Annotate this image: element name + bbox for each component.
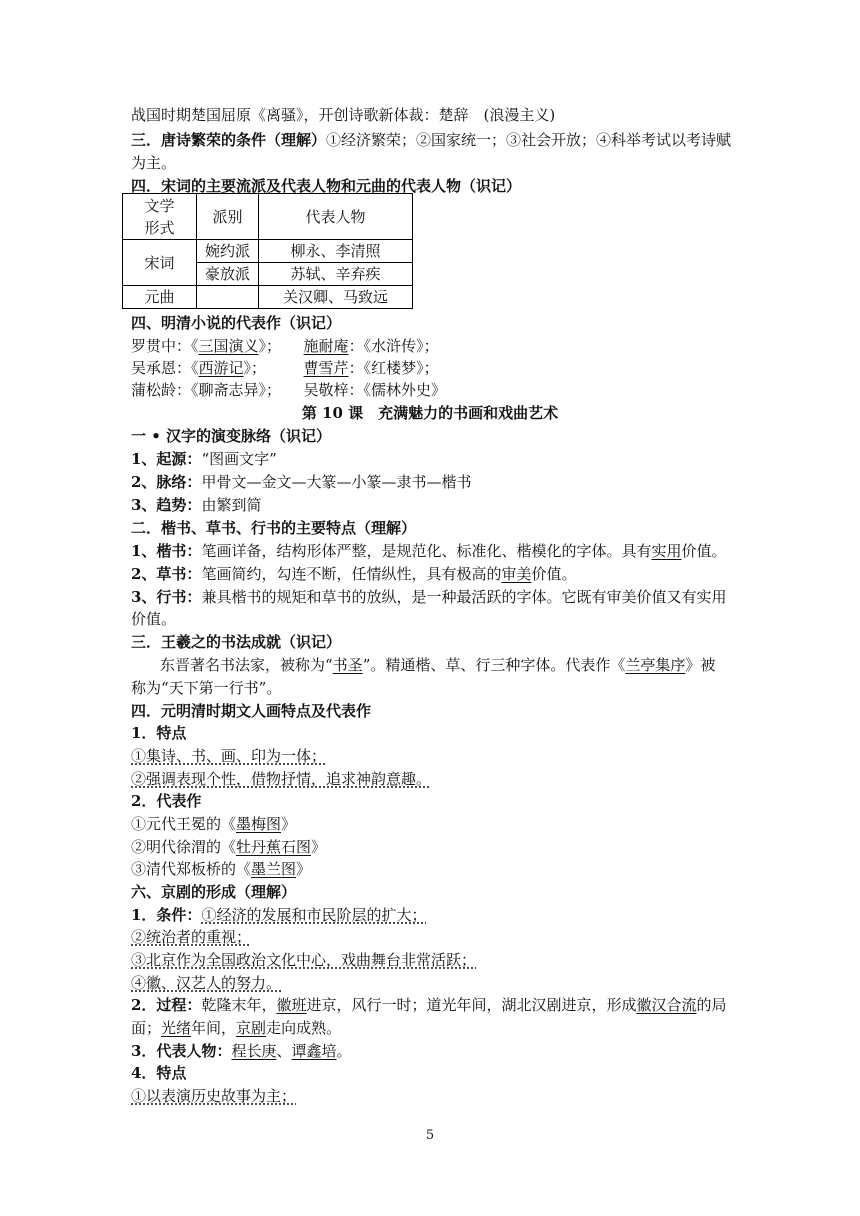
text-line: 面；光绪年间，京剧走向成熟。: [131, 1019, 342, 1037]
text-line: 罗贯中：《三国演义》； 施耐庵：《水浒传》；: [131, 337, 439, 355]
table-cell: 元曲: [123, 286, 197, 309]
section-heading-tang: 三．唐诗繁荣的条件（理解）①经济繁荣；②国家统一；③社会开放；④科举考试以考诗赋: [131, 131, 732, 149]
text-line: 1、楷书：笔画详备，结构形体严整，是规范化、标准化、楷模化的字体。具有实用价值。: [131, 542, 727, 560]
section-heading: 三．王羲之的书法成就（识记）: [131, 633, 342, 651]
text-line: ②统治者的重视；: [131, 928, 252, 946]
text-line: ①元代王冕的《墨梅图》: [131, 815, 297, 833]
table-header-school: 派别: [197, 194, 259, 240]
table-header-people: 代表人物: [259, 194, 413, 240]
section-heading-novels: 四、明清小说的代表作（识记）: [131, 314, 342, 332]
text-line: ①以表演历史故事为主；: [131, 1087, 297, 1105]
text-line: 1、起源：“图画文字”: [131, 450, 277, 468]
text-line: 2、草书：笔画简约，勾连不断，任情纵性，具有极高的审美价值。: [131, 565, 577, 583]
text-line: 2．过程：乾隆末年，徽班进京，风行一时；道光年间，湖北汉剧进京，形成徽汉合流的局: [131, 996, 727, 1014]
text-line: 价值。: [131, 610, 177, 628]
sub-heading: 2．代表作: [131, 792, 202, 810]
section-heading: 四．元明清时期文人画特点及代表作: [131, 702, 372, 720]
text-line: ②强调表现个性，借物抒情，追求神韵意趣。: [131, 770, 432, 788]
sub-heading: 4．特点: [131, 1064, 187, 1082]
table-cell: 豪放派: [197, 263, 259, 286]
table-cell: 婉约派: [197, 240, 259, 263]
song-yuan-table: [122, 193, 413, 309]
text-line: 战国时期楚国屈原《离骚》，开创诗歌新体裁：楚辞 (浪漫主义): [131, 106, 556, 124]
text-line: 3、行书：兼具楷书的规矩和草书的放纵，是一种最活跃的字体。它既有审美价值又有实用: [131, 588, 727, 606]
table-header-form: 文学形式: [123, 194, 197, 240]
section-heading: 六、京剧的形成（理解）: [131, 883, 297, 901]
text-line: 3．代表人物：程长庚、谭鑫培。: [131, 1042, 352, 1060]
text-line: ③北京作为全国政治文化中心，戏曲舞台非常活跃；: [131, 951, 477, 969]
text-line: 称为“天下第一行书”。: [131, 679, 282, 697]
section-heading: 一 • 汉字的演变脉络（识记）: [131, 427, 332, 445]
section-heading: 二．楷书、草书、行书的主要特点（理解）: [131, 519, 417, 537]
lesson-title: 第 10 课 充满魅力的书画和戏曲艺术: [301, 404, 559, 422]
text-line: 为主。: [131, 154, 177, 172]
text-line: 1．条件：①经济的发展和市民阶层的扩大；: [131, 906, 427, 924]
text-line: 3、趋势：由繁到简: [131, 496, 262, 514]
table-cell: 苏轼、辛弃疾: [259, 263, 413, 286]
table-cell: 柳永、李清照: [259, 240, 413, 263]
sub-heading: 1．特点: [131, 724, 187, 742]
text-line: 2、脉络：甲骨文—金文—大篆—小篆—隶书—楷书: [131, 473, 472, 491]
text-line: ③清代郑板桥的《墨兰图》: [131, 860, 312, 878]
section-heading-song: 四．宋词的主要流派及代表人物和元曲的代表人物（识记）: [131, 177, 522, 195]
table-cell: 宋词: [123, 240, 197, 286]
text-line: 吴承恩：《西游记》； 曹雪芹：《红楼梦》；: [131, 359, 439, 377]
table-cell: 关汉卿、马致远: [259, 286, 413, 309]
text-line: ①集诗、书、画、印为一体；: [131, 747, 327, 765]
text-line: ④徽、汉艺人的努力。: [131, 974, 282, 992]
text-line: 东晋著名书法家，被称为“书圣”。精通楷、草、行三种字体。代表作《兰亭集序》被: [160, 656, 716, 674]
text-line: 蒲松龄：《聊斋志异》； 吴敬梓：《儒林外史》: [131, 381, 447, 399]
table-cell: [197, 286, 259, 309]
page-number: 5: [425, 1128, 435, 1143]
text-line: ②明代徐渭的《牡丹蕉石图》: [131, 838, 327, 856]
